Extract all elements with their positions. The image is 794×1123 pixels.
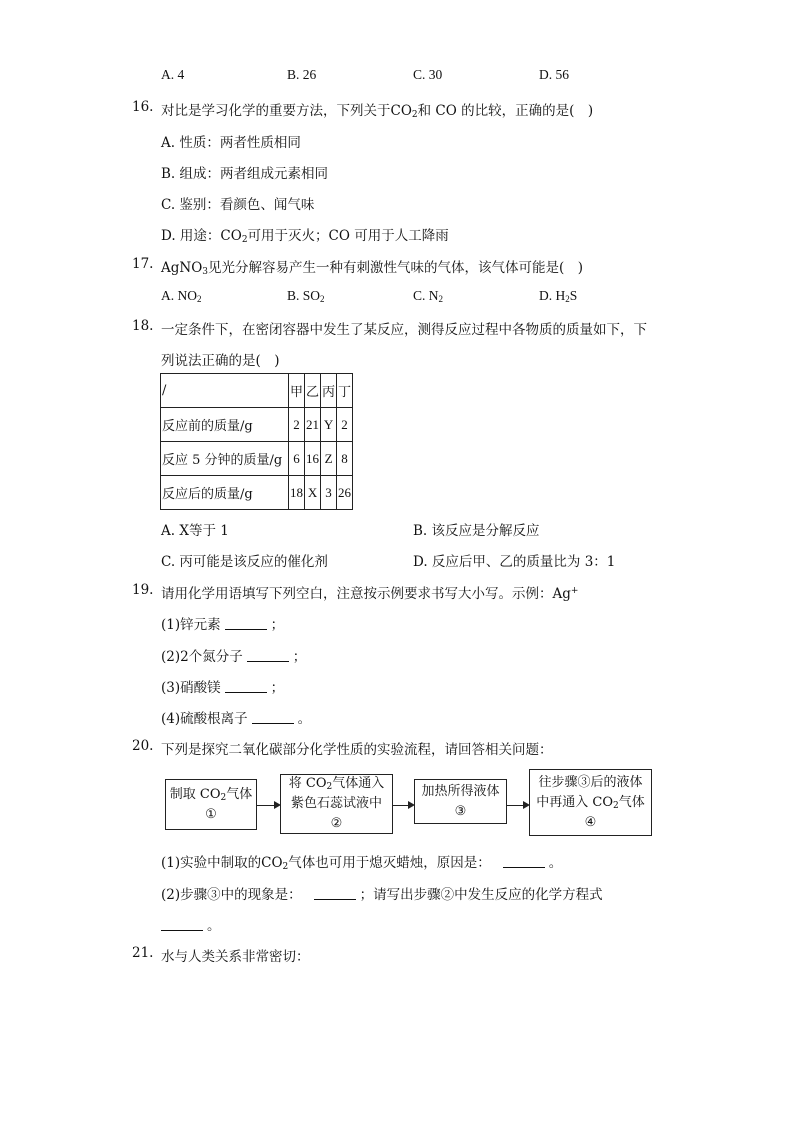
- table-header-cell: 乙: [305, 374, 321, 408]
- q17-option-b: B. $SO_2$: [287, 288, 325, 304]
- table-header-cell: 丁: [337, 374, 353, 408]
- q17-stem: AgNO$_3$见光分解容易产生一种有刺激性气味的气体，该气体可能是( ): [161, 260, 584, 277]
- flow-step-1: 制取 $CO_2$气体 ①: [165, 779, 257, 830]
- q17-number: 17.: [132, 256, 154, 272]
- q16-stem: 对比是学习化学的重要方法，下列关于$CO_2$和 CO 的比较，正确的是( ): [161, 103, 594, 120]
- table-cell: 8: [337, 442, 353, 476]
- table-row: [161, 408, 353, 442]
- q16-option-a: A. 性质：两者性质相同: [161, 135, 301, 151]
- flow-step-2: 将 $CO_2$气体通入 紫色石蕊试液中 ②: [280, 774, 393, 834]
- q19-stem: 请用化学用语填写下列空白，注意按示例要求书写大小写。示例：Ag+: [161, 586, 579, 602]
- q20-number: 20.: [132, 738, 154, 754]
- answer-blank[interactable]: [225, 628, 267, 630]
- q17-option-c: C. $N_2$: [413, 288, 444, 304]
- q16-option-d: D. 用途：$CO_2$可用于灭火；CO 可用于人工降雨: [161, 228, 449, 245]
- q17-option-a: A. $NO_2$: [161, 288, 202, 304]
- table-cell: Y: [321, 408, 337, 442]
- q19-item-2: (2)2个氮分子 ；: [161, 649, 307, 665]
- table-cell: X: [305, 476, 321, 510]
- table-cell: 2: [337, 408, 353, 442]
- table-header-cell: /: [161, 374, 289, 408]
- flow-arrow: [393, 805, 413, 806]
- table-cell: 反应后的质量/g: [161, 476, 289, 510]
- answer-blank[interactable]: [225, 691, 267, 693]
- q19-number: 19.: [132, 582, 154, 598]
- q16-number: 16.: [132, 99, 154, 115]
- q19-item-1: (1)锌元素 ；: [161, 617, 285, 633]
- q18-stem-line1: 一定条件下，在密闭容器中发生了某反应，测得反应过程中各物质的质量如下，下: [161, 322, 647, 338]
- table-row: [161, 476, 353, 510]
- answer-blank[interactable]: [314, 898, 356, 900]
- q18-option-b: B. 该反应是分解反应: [413, 523, 540, 539]
- q21-stem: 水与人类关系非常密切：: [161, 949, 310, 965]
- q18-number: 18.: [132, 318, 154, 334]
- table-header-cell: 丙: [321, 374, 337, 408]
- q18-mass-table: [160, 373, 353, 510]
- table-cell: 2: [289, 408, 305, 442]
- q20-sub-2-cont: 。: [161, 914, 221, 934]
- answer-blank[interactable]: [252, 722, 294, 724]
- flow-arrow: [507, 805, 528, 806]
- q20-stem: 下列是探究二氧化碳部分化学性质的实验流程，请回答相关问题：: [161, 742, 553, 758]
- q19-item-4: (4)硫酸根离子 。: [161, 711, 312, 727]
- table-cell: 21: [305, 408, 321, 442]
- table-cell: 反应前的质量/g: [161, 408, 289, 442]
- table-cell: 6: [289, 442, 305, 476]
- table-header-cell: 甲: [289, 374, 305, 408]
- q17-option-d: D. $H_2S$: [539, 288, 578, 304]
- table-cell: 18: [289, 476, 305, 510]
- answer-blank[interactable]: [161, 929, 203, 931]
- q15-option-d: D. 56: [539, 67, 569, 82]
- table-cell: 3: [321, 476, 337, 510]
- q15-option-a: A. 4: [161, 67, 185, 82]
- answer-blank[interactable]: [247, 660, 289, 662]
- table-cell: 反应 5 分钟的质量/g: [161, 442, 289, 476]
- q16-option-c: C. 鉴别：看颜色、闻气味: [161, 197, 315, 213]
- table-header-row: [161, 374, 353, 408]
- q16-option-b: B. 组成：两者组成元素相同: [161, 166, 329, 182]
- flow-arrow: [257, 805, 279, 806]
- table-cell: 26: [337, 476, 353, 510]
- q19-item-3: (3)硝酸镁 ；: [161, 680, 285, 696]
- answer-blank[interactable]: [503, 866, 545, 868]
- q15-option-b: B. 26: [287, 67, 317, 82]
- table-cell: Z: [321, 442, 337, 476]
- q18-stem-line2: 列说法正确的是( ): [161, 353, 280, 369]
- q15-option-c: C. 30: [413, 67, 443, 82]
- table-row: [161, 442, 353, 476]
- q21-number: 21.: [132, 945, 154, 961]
- q18-option-c: C. 丙可能是该反应的催化剂: [161, 554, 328, 570]
- q18-option-a: A. X等于 1: [161, 523, 229, 539]
- table-cell: 16: [305, 442, 321, 476]
- q20-sub-2: (2)步骤③中的现象是： ；请写出步骤②中发生反应的化学方程式: [161, 887, 603, 903]
- q18-option-d: D. 反应后甲、乙的质量比为 3：1: [413, 554, 616, 570]
- q20-sub-1: (1)实验中制取的$CO_2$气体也可用于熄灭蜡烛，原因是： 。: [161, 855, 563, 872]
- flow-step-3: 加热所得液体 ③: [414, 779, 507, 824]
- flow-step-4: 往步骤③后的液体 中再通入 $CO_2$气体 ④: [529, 769, 652, 836]
